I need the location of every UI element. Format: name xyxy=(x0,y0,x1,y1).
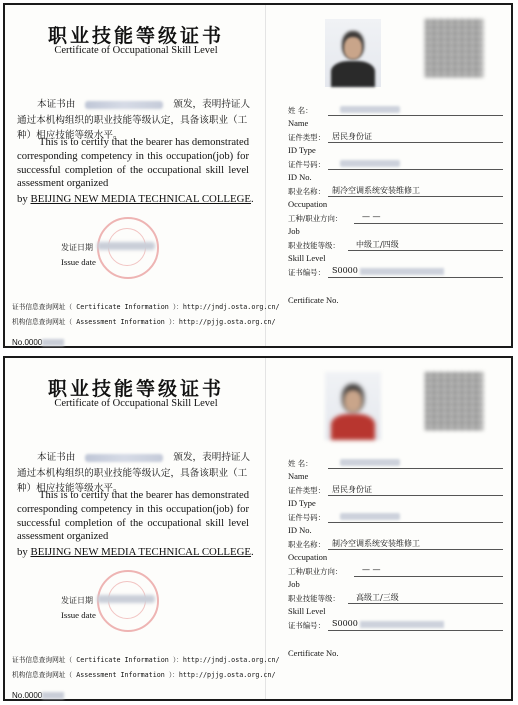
job-underline xyxy=(354,223,503,224)
redacted-id-no xyxy=(340,160,400,167)
id-type-value: 居民身份证 xyxy=(332,132,372,141)
code-value-text: S0000 xyxy=(332,619,358,628)
certificate-2 xyxy=(3,356,513,701)
code-value xyxy=(332,619,444,628)
job-label-cn: 工种/职业方向： xyxy=(288,214,343,223)
occupation-underline xyxy=(328,196,503,197)
certificate-title: 职业技能等级证书 xyxy=(47,25,224,47)
id-type-value: 居民身份证 xyxy=(332,485,372,494)
redacted-serial xyxy=(42,692,64,699)
photo-face xyxy=(344,37,362,59)
qr-code xyxy=(425,372,483,430)
org-prefix: by xyxy=(17,546,28,558)
field-job xyxy=(288,566,503,582)
job-label-en: Job xyxy=(288,579,300,589)
serial-number xyxy=(12,338,64,347)
para-cn-mid: 颁发，表明持证人通过本机构组织的职业技能等级认定，具备该职业（工种）相应技能等级水平。 xyxy=(17,452,251,494)
holder-photo xyxy=(325,372,381,440)
code-underline xyxy=(328,630,503,631)
certificate-subtitle: Certificate of Occupational Skill Level xyxy=(54,398,218,409)
photo-shoulders xyxy=(331,61,375,87)
assessment-info-url: 机构信息查询网址（ Assessment Information ）：http://pjjg.osta.org.cn/ xyxy=(12,671,276,679)
occupation-value: 制冷空调系统安装维修工 xyxy=(332,539,420,548)
skill-underline xyxy=(348,250,503,251)
code-value-text: S0000 xyxy=(332,266,358,275)
organization-line xyxy=(17,546,261,558)
assessment-info-url: 机构信息查询网址（ Assessment Information ）：http://pjjg.osta.org.cn/ xyxy=(12,318,276,326)
code-underline xyxy=(328,277,503,278)
para-cn-start: 本证书由 xyxy=(37,99,76,110)
english-paragraph xyxy=(17,489,249,544)
field-name xyxy=(288,458,503,474)
field-id-no xyxy=(288,512,503,528)
certificate-1 xyxy=(3,3,513,348)
id-type-underline xyxy=(328,495,503,496)
redacted-code xyxy=(360,268,444,275)
issue-date-cn: 发证日期 xyxy=(61,243,93,252)
redacted-id-no xyxy=(340,513,400,520)
holder-photo xyxy=(325,19,381,87)
para-cn-mid: 颁发，表明持证人通过本机构组织的职业技能等级认定，具备该职业（工种）相应技能等级水平。 xyxy=(17,99,251,141)
certificate-info-url: 证书信息查询网址（ Certificate Information ）：http://jndj.osta.org.cn/ xyxy=(12,656,280,664)
skill-label-cn: 职业技能等级： xyxy=(288,594,340,603)
skill-label-cn: 职业技能等级： xyxy=(288,241,340,250)
issue-date-cn: 发证日期 xyxy=(61,596,93,605)
certificate-no-label-en: Certificate No. xyxy=(288,648,339,658)
field-job xyxy=(288,213,503,229)
english-paragraph xyxy=(17,136,249,191)
occupation-label-en: Occupation xyxy=(288,199,328,209)
field-name xyxy=(288,105,503,121)
para-en: This is to certify that the bearer has demonstrated corresponding competency in this occupation(job) for successful completion of the occupational skill level assessment organized xyxy=(17,490,249,543)
redacted-name xyxy=(340,459,400,466)
id-no-label-cn: 证件号码： xyxy=(288,160,325,169)
organization-line xyxy=(17,193,261,205)
code-value xyxy=(332,266,444,275)
field-id-no xyxy=(288,159,503,175)
certificate-subtitle: Certificate of Occupational Skill Level xyxy=(54,45,218,56)
photo-shoulders xyxy=(331,414,375,440)
redacted-issuer xyxy=(85,454,163,462)
job-label-cn: 工种/职业方向： xyxy=(288,567,343,576)
occupation-label-en: Occupation xyxy=(288,552,328,562)
para-cn-start: 本证书由 xyxy=(37,452,76,463)
skill-value: 中级工/四级 xyxy=(356,240,399,249)
org-prefix: by xyxy=(17,193,28,205)
id-type-underline xyxy=(328,142,503,143)
certificate-info-url: 证书信息查询网址（ Certificate Information ）：http://jndj.osta.org.cn/ xyxy=(12,303,280,311)
certificate-title: 职业技能等级证书 xyxy=(47,378,224,400)
name-label-en: Name xyxy=(288,118,309,128)
org-name: BEIJING NEW MEDIA TECHNICAL COLLEGE xyxy=(30,193,252,205)
name-underline xyxy=(328,115,503,116)
photo-face xyxy=(344,390,362,412)
org-name: BEIJING NEW MEDIA TECHNICAL COLLEGE xyxy=(30,546,252,558)
job-value: — — xyxy=(362,212,381,221)
serial-number xyxy=(12,691,64,700)
name-label-cn: 姓 名： xyxy=(288,459,313,468)
name-underline xyxy=(328,468,503,469)
id-no-label-en: ID No. xyxy=(288,172,312,182)
code-label-cn: 证书编号： xyxy=(288,268,325,277)
occupation-value: 制冷空调系统安装维修工 xyxy=(332,186,420,195)
field-cert-code xyxy=(288,620,503,636)
id-no-underline xyxy=(328,522,503,523)
field-id-type xyxy=(288,132,503,148)
redacted-issue-date xyxy=(97,595,155,603)
issue-date-en: Issue date xyxy=(61,257,96,267)
id-no-label-cn: 证件号码： xyxy=(288,513,325,522)
redacted-code xyxy=(360,621,444,628)
org-suffix: . xyxy=(251,546,254,558)
id-type-label-en: ID Type xyxy=(288,498,316,508)
org-suffix: . xyxy=(251,193,254,205)
id-type-label-cn: 证件类型： xyxy=(288,133,325,142)
job-label-en: Job xyxy=(288,226,300,236)
field-cert-code xyxy=(288,267,503,283)
redacted-issue-date xyxy=(97,242,155,250)
skill-label-en: Skill Level xyxy=(288,606,326,616)
fold-line xyxy=(265,5,266,346)
redacted-serial xyxy=(42,339,64,346)
id-no-label-en: ID No. xyxy=(288,525,312,535)
serial-number-text: No.0000 xyxy=(12,691,43,700)
job-value: — — xyxy=(362,565,381,574)
para-en: This is to certify that the bearer has demonstrated corresponding competency in this occupation(job) for successful completion of the occupational skill level assessment organized xyxy=(17,137,249,190)
occupation-underline xyxy=(328,549,503,550)
redacted-name xyxy=(340,106,400,113)
id-type-label-cn: 证件类型： xyxy=(288,486,325,495)
certificate-no-label-en: Certificate No. xyxy=(288,295,339,305)
redacted-issuer xyxy=(85,101,163,109)
issue-date-en: Issue date xyxy=(61,610,96,620)
occupation-label-cn: 职业名称： xyxy=(288,540,325,549)
name-label-cn: 姓 名： xyxy=(288,106,313,115)
occupation-label-cn: 职业名称： xyxy=(288,187,325,196)
id-no-underline xyxy=(328,169,503,170)
skill-value: 高级工/三级 xyxy=(356,593,399,602)
field-id-type xyxy=(288,485,503,501)
fold-line xyxy=(265,358,266,699)
code-label-cn: 证书编号： xyxy=(288,621,325,630)
skill-label-en: Skill Level xyxy=(288,253,326,263)
name-label-en: Name xyxy=(288,471,309,481)
id-type-label-en: ID Type xyxy=(288,145,316,155)
job-underline xyxy=(354,576,503,577)
skill-underline xyxy=(348,603,503,604)
serial-number-text: No.0000 xyxy=(12,338,43,347)
qr-code xyxy=(425,19,483,77)
